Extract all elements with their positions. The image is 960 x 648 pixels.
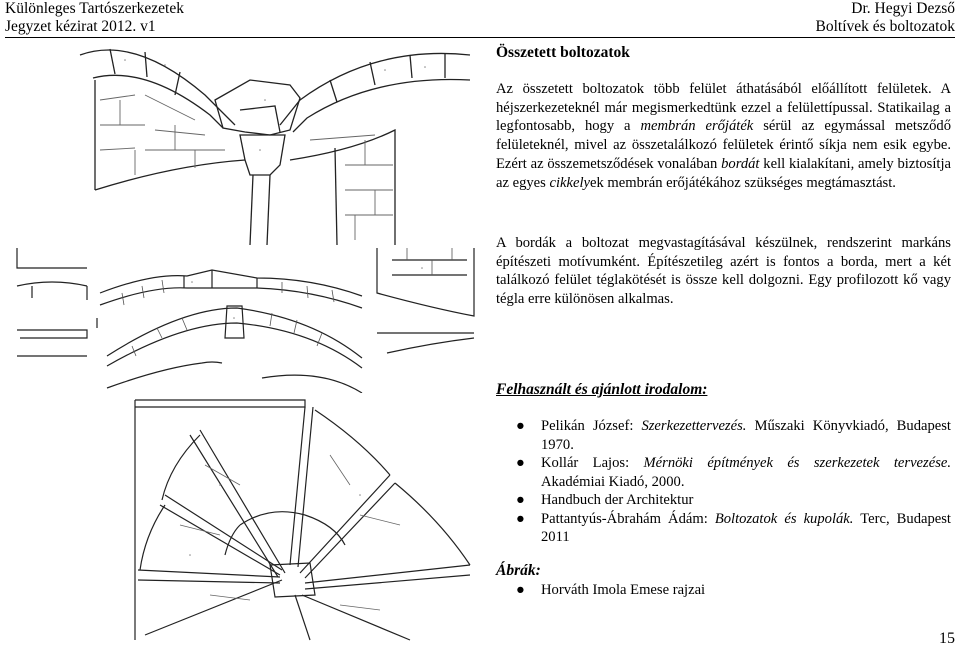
literature-list [496,417,951,547]
rib-vault-drawing [75,40,475,245]
paragraph-composite-vaults [496,80,951,192]
header-right [816,0,955,36]
header-divider [5,37,955,38]
header-left [5,0,184,36]
bullet-icon: ● [516,582,525,598]
rib-profile-drawings [12,238,482,393]
list-item: ● Pelikán József: Szerkezettervezés. Műszaki Könyvkiadó, Budapest 1970. [516,418,951,453]
bullet-icon: ● [516,510,525,527]
figures-list [496,581,951,600]
list-item: ● Horváth Imola Emese rajzai [516,582,706,598]
header-course-title: Különleges Tartószerkezetek [5,0,184,17]
p1-term-rib: bordát [721,155,760,172]
header-draft-version: Jegyzet kézirat 2012. v1 [5,18,156,35]
bullet-icon: ● [516,455,525,471]
bullet-icon: ● [516,418,525,434]
list-item: ● Handbuch der Architektur [516,492,694,508]
p1-text-b: sérül az egymással metsződő felületeknél, mivel az összetalálkozó felületek érintő síkja nem esik egybe. Ezért az összemetsződések vonalában [496,118,951,172]
p1-term-segment: cikkely [549,174,590,191]
bullet-icon: ● [516,492,525,508]
p1-text-c: kell kialakítani, amely biztosítja az egyes [496,155,951,191]
list-item: ● Pattantyús-Ábrahám Ádám: Boltozatok és kupolák. Terc, Budapest 2011 [516,510,951,545]
p1-text-a: Az összetett boltozatok több felület áthatásából előállított felületek. A héjszerkezeteknél már megismerkedtünk ezzel a felülettípussal. Statikailag a legfontosabb, hogy a [496,81,951,135]
paragraph-ribs: A bordák a boltozat megvastagításával készülnek, rendszerint markáns építészeti motívumként. Építészetileg azért is fontos a borda, mert a két találkozó felület téglakötését is össze kell dolgozni. Egy profilozott kő vagy tégla erre különösen alkalmas. [496,235,951,308]
p1-text-d: ek membrán erőjátékához szükséges megtámasztást. [589,174,896,191]
figures-heading: Ábrák: [496,562,541,579]
literature-heading: Felhasznált és ajánlott irodalom: [496,381,708,398]
section-title: Összetett boltozatok [496,44,630,61]
radial-rib-plan-drawing [130,395,480,645]
p1-term-membrane: membrán erőjáték [640,118,754,135]
header-author: Dr. Hegyi Dezső [851,0,955,17]
list-item: ● Kollár Lajos: Mérnöki építmények és szerkezetek tervezése. Akadémiai Kiadó, 2000. [516,455,951,490]
page-number: 15 [939,630,955,647]
header-chapter: Boltívek és boltozatok [815,18,955,35]
